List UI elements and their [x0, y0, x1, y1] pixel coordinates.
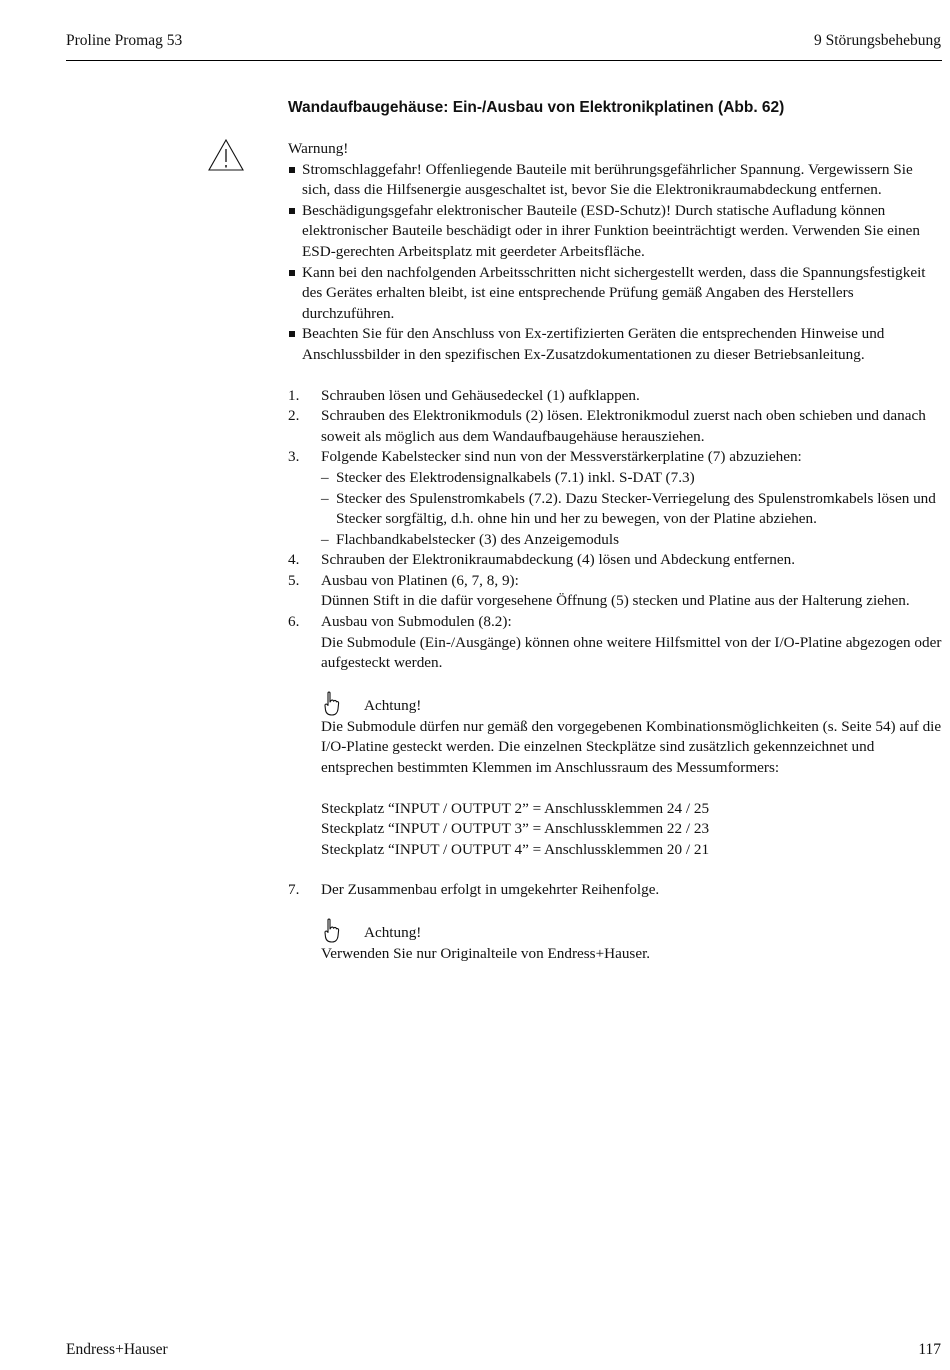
- step-text: Schrauben der Elektronikraumabdeckung (4) lösen und Abdeckung entfernen.: [321, 551, 796, 569]
- step-detail: Die Submodule (Ein-/Ausgänge) können ohne weitere Hilfsmittel von der I/O-Platine abgezogen oder aufgesteckt werden.: [321, 633, 942, 672]
- step-detail: Dünnen Stift in die dafür vorgesehene Öffnung (5) stecken und Platine aus der Halterung ziehen.: [321, 592, 910, 610]
- slot-mapping: Steckplatz “INPUT / OUTPUT 3” = Anschlussklemmen 22 / 23: [321, 820, 710, 838]
- attention-label: Achtung!: [364, 924, 422, 942]
- step-number: 6.: [288, 613, 300, 631]
- step-list: [288, 386, 942, 965]
- step-number: 5.: [288, 571, 300, 589]
- pointing-hand-icon: [321, 691, 343, 717]
- slot-mapping: Steckplatz “INPUT / OUTPUT 2” = Anschlussklemmen 24 / 25: [321, 799, 710, 817]
- connector-list: [321, 468, 942, 550]
- slot-list: [321, 799, 942, 861]
- step-text: Folgende Kabelstecker sind nun von der Messverstärkerplatine (7) abzuziehen:: [321, 448, 802, 466]
- attention-note: [321, 693, 942, 861]
- step-number: 2.: [288, 407, 300, 425]
- step-item: [288, 550, 942, 571]
- attention-text: Verwenden Sie nur Originalteile von Endress+Hauser.: [321, 945, 651, 962]
- section-title: Wandaufbaugehäuse: Ein-/Ausbau von Elektronikplatinen (Abb. 62): [288, 99, 785, 116]
- page-number: 117: [918, 1341, 941, 1358]
- connector-item: – Stecker des Spulenstromkabels (7.2). Dazu Stecker-Verriegelung des Spulenstromkabels lösen und Stecker sorgfältig, d.h. ohne hin und her zu bewegen, von der Platine abziehen.: [321, 489, 942, 530]
- footer-brand: Endress+Hauser: [66, 1341, 168, 1358]
- step-text: Ausbau von Platinen (6, 7, 8, 9):: [321, 571, 519, 589]
- warning-list: [288, 160, 942, 366]
- slot-mapping: Steckplatz “INPUT / OUTPUT 4” = Anschlussklemmen 20 / 21: [321, 840, 710, 858]
- step-number: 1.: [288, 386, 300, 404]
- warning-item: Stromschlaggefahr! Offenliegende Bauteile mit berührungsgefährlicher Spannung. Vergewissern Sie sich, dass die Hilfsenergie ausgeschaltet ist, bevor Sie die Elektronikraumabdeckung entfernen.: [288, 160, 942, 201]
- step-text: Ausbau von Submodulen (8.2):: [321, 613, 512, 631]
- warning-item: Kann bei den nachfolgenden Arbeitsschritten nicht sichergestellt werden, dass die Spannungsfestigkeit des Gerätes erhalten bleibt, ist eine entsprechende Prüfung gemäß Angaben des Herstellers durchzuführen.: [288, 263, 942, 325]
- attention-note-head: [321, 693, 942, 717]
- connector-item: – Flachbandkabelstecker (3) des Anzeigemoduls: [321, 530, 942, 551]
- warning-item: Beachten Sie für den Anschluss von Ex-zertifizierten Geräten die entsprechenden Hinweise und Anschlussbilder in den spezifischen Ex-Zusatzdokumentationen zu dieser Betriebsanleitung.: [288, 324, 942, 365]
- step-number: 3.: [288, 448, 300, 466]
- step-number: 7.: [288, 881, 300, 899]
- step-item: [288, 880, 942, 964]
- step-item: [288, 386, 942, 407]
- main-content: [288, 97, 942, 965]
- warning-item: Beschädigungsgefahr elektronischer Bauteile (ESD-Schutz)! Durch statische Aufladung können elektronischer Bauteile beschädigt oder in ihrer Funktion beeinträchtigt werden. Verwenden Sie einen ESD-gerechten Arbeitsplatz mit geerdeter Arbeitsfläche.: [288, 201, 942, 263]
- step-number: 4.: [288, 551, 300, 569]
- header-rule: [66, 60, 942, 61]
- attention-text: Die Submodule dürfen nur gemäß den vorgegebenen Kombinationsmöglichkeiten (s. Seite 54) auf die I/O-Platine gesteckt werden. Die einzelnen Steckplätze sind zusätzlich gekennzeichnet und entsprechen bestimmten Klemmen im Anschlussraum des Messumformers:: [321, 717, 942, 777]
- step-text: Schrauben des Elektronikmoduls (2) lösen. Elektronikmodul zuerst nach oben schieben und danach soweit als möglich aus dem Wandaufbaugehäuse herausziehen.: [321, 407, 926, 445]
- step-item: [288, 612, 942, 880]
- warning-label: Warnung!: [288, 140, 349, 157]
- step-item: [288, 406, 942, 447]
- step-item: [288, 447, 942, 550]
- step-text: Der Zusammenbau erfolgt in umgekehrter Reihenfolge.: [321, 881, 660, 899]
- warning-triangle-icon: [207, 138, 245, 172]
- pointing-hand-icon: [321, 918, 343, 944]
- spacer: [321, 860, 942, 880]
- attention-label: Achtung!: [364, 697, 422, 715]
- connector-item: – Stecker des Elektrodensignalkabels (7.1) inkl. S-DAT (7.3): [321, 468, 942, 489]
- attention-note-head: [321, 920, 942, 944]
- step-item: [288, 571, 942, 612]
- step-text: Schrauben lösen und Gehäusedeckel (1) aufklappen.: [321, 386, 640, 404]
- header-product: Proline Promag 53: [66, 32, 183, 49]
- header-chapter: 9 Störungsbehebung: [813, 32, 941, 49]
- attention-note: [321, 920, 942, 965]
